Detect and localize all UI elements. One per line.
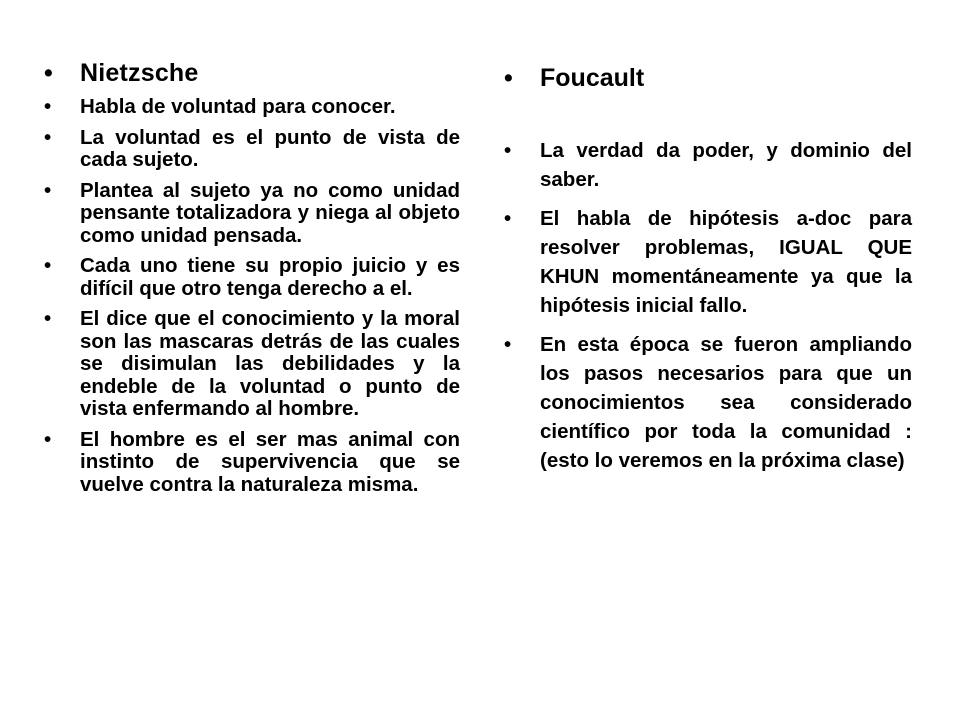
list-item <box>500 204 912 320</box>
bullet-icon: • <box>44 307 52 330</box>
list-item <box>40 308 460 421</box>
bullet-icon: • <box>504 333 512 356</box>
list-item-text: El dice que el conocimiento y la moral son las mascaras detrás de las cuales se disimulan las debilidades y la endeble de la voluntad o punto de vista enfermando al hombre. <box>80 307 460 420</box>
right-heading <box>500 58 912 98</box>
list-item-text: Plantea al sujeto ya no como unidad pensante totalizadora y niega al objeto como unidad pensada. <box>80 178 460 247</box>
list-item <box>40 127 460 172</box>
bullet-icon: • <box>44 59 53 87</box>
bullet-icon: • <box>44 125 52 149</box>
list-item-text: Habla de voluntad para conocer. <box>80 95 396 118</box>
list-item <box>40 429 460 497</box>
bullet-icon: • <box>44 254 52 277</box>
list-item-text: Cada uno tiene su propio juicio y es difícil que otro tenga derecho a el. <box>80 254 460 300</box>
list-item-text: La voluntad es el punto de vista de cada sujeto. <box>80 125 460 171</box>
right-column <box>500 56 912 485</box>
left-column <box>40 56 460 504</box>
bullet-icon: • <box>504 64 513 92</box>
right-bullet-list <box>500 58 912 475</box>
right-title: Foucault <box>540 64 645 92</box>
list-item-text: El hombre es el ser mas animal con instinto de supervivencia que se vuelve contra la naturaleza misma. <box>80 427 460 496</box>
list-item <box>500 136 912 194</box>
list-item <box>500 330 912 475</box>
list-item-text: La verdad da poder, y dominio del saber. <box>540 139 912 191</box>
list-item <box>40 180 460 248</box>
bullet-icon: • <box>44 427 52 451</box>
list-item-text: En esta época se fueron ampliando los pasos necesarios para que un conocimientos sea considerado científico por toda la comunidad : (esto lo veremos en la próxima clase) <box>540 333 912 472</box>
bullet-icon: • <box>504 139 512 162</box>
left-bullet-list <box>40 56 460 496</box>
left-heading <box>40 56 460 90</box>
bullet-icon: • <box>44 178 52 202</box>
list-item <box>40 255 460 300</box>
bullet-icon: • <box>504 207 512 230</box>
left-title: Nietzsche <box>80 59 199 87</box>
list-item-text: El habla de hipótesis a-doc para resolver problemas, IGUAL QUE KHUN momentáneamente ya que la hipótesis inicial fallo. <box>540 207 912 317</box>
bullet-icon: • <box>44 95 52 118</box>
list-item <box>40 96 460 119</box>
